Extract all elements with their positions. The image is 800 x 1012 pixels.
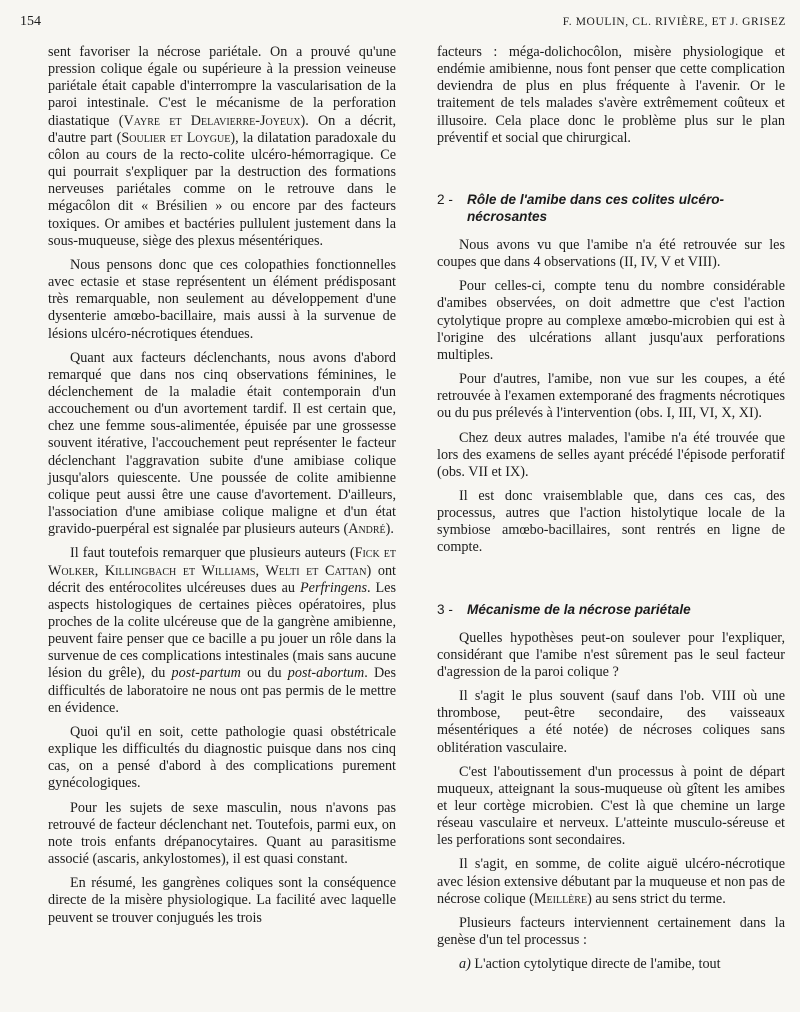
paragraph: En résumé, les gangrènes coliques sont la conséquence directe de la misère physiologique. La facilité avec laquelle peuvent se trouver conjugués les trois: [48, 875, 396, 926]
running-head: F. MOULIN, CL. RIVIÈRE, ET J. GRISEZ: [562, 16, 786, 28]
citation: Fick et Wolker, Killingbach et Williams, Welti et Cattan: [48, 545, 396, 579]
paragraph: Quelles hypothèses peut-on soulever pour l'expliquer, considérant que l'amibe n'est sûrement pas le seul facteur d'agression de la paroi colique ?: [437, 629, 785, 680]
section-number: 2 -: [437, 191, 453, 207]
citation: Meillère: [533, 890, 588, 907]
paragraph: Pour celles-ci, compte tenu du nombre considérable d'amibes observées, on doit admettre que c'est l'action cytolytique propre au complexe amœbo-microbien qui est à l'origine des ulcérations allant jusqu'aux perforations multiples.: [437, 278, 785, 363]
paragraph: Nous pensons donc que ces colopathies fonctionnelles avec ectasie et stase représentent un élément prédisposant très remarquable, non seulement au développement d'une dysenterie amœbo-bacillaire, mais aussi à la survenue de lésions ulcéro-nécrotiques étendues.: [48, 256, 396, 342]
page-number: 154: [20, 14, 41, 29]
paragraph: Il s'agit le plus souvent (sauf dans l'ob. VIII où une thrombose, peut-être secondaire, des vaisseaux mésentériques a été notée) de nécroses coliques sans oblitération vasculaire.: [437, 688, 785, 756]
paragraph: Pour d'autres, l'amibe, non vue sur les coupes, a été retrouvée à l'examen extemporané des fragments nécrotiques ou du pus prélevés à l'intervention (obs. I, III, VI, X, XI).: [437, 371, 785, 422]
section-title: Rôle de l'amibe dans ces colites ulcéro-nécrosantes: [467, 191, 725, 224]
paragraph: Quoi qu'il en soit, cette pathologie quasi obstétricale explique les difficultés du diagnostic puisque dans nos cinq cas, on a pensé d'abord à des complications purement gynécologiques.: [48, 723, 396, 792]
section-heading-2: [437, 191, 785, 225]
paragraph: Pour les sujets de sexe masculin, nous n'avons pas retrouvé de facteur déclenchant net. Toutefois, parmi eux, on note trois enfants drépanocytaires. Quant au parasitisme associé (ascaris, ankylostomes), il est quasi constant.: [48, 799, 396, 868]
section-heading-3: [437, 601, 785, 618]
right-column: [437, 44, 785, 980]
paragraph: C'est l'aboutissement d'un processus à point de départ muqueux, atteignant la sous-muqueuse où gîtent les amibes et leur cortège microbien. C'est là que chemine un large réseau vasculaire et nerveux. L'atteinte musculo-séreuse et les perforations sont secondaires.: [437, 763, 785, 849]
paragraph: Chez deux autres malades, l'amibe n'a été trouvée que lors des examens de selles ayant précédé l'épisode perforatif (obs. VII et IX).: [437, 429, 785, 480]
paragraph: Il est donc vraisemblable que, dans ces cas, des processus, autres que l'action histolytique locale de la symbiose amœbo-bacillaires, sont rentrés en ligne de compte.: [437, 487, 785, 556]
paragraph: Plusieurs facteurs interviennent certainement dans la genèse d'un tel processus :: [437, 914, 785, 949]
paragraph: Quant aux facteurs déclenchants, nous avons d'abord remarqué que dans nos cinq observations féminines, le déclenchement de la maladie était contemporain d'un accouchement ou d'un avortement tardif. Il est certain que, chez une femme sous-alimentée, épuisée par une grossesse souvent itérative, l'accouchement peut représenter le facteur déclenchant l'aggravation subite d'une amibiase colique jusqu'alors quiescente. Une poussée de colite amibienne colique peut aussi être une cause d'avortement. D'ailleurs, l'association d'une amibiase colique maligne et d'un état gravido-puerpéral est signalée par plusieurs auteurs (André).: [48, 349, 396, 538]
section-title: Mécanisme de la nécrose pariétale: [467, 601, 691, 617]
citation: Soulier et Loygue: [121, 129, 231, 146]
left-column: [48, 44, 396, 934]
citation: Vayre et Delavierre-Joyeux: [123, 112, 301, 129]
paragraph: a) L'action cytolytique directe de l'amibe, tout: [459, 956, 721, 973]
paragraph: sent favoriser la nécrose pariétale. On a prouvé qu'une pression colique égale ou supérieure à la pression veineuse pariétale était capable d'interrompre la vascularisation de la paroi intestinale. C'est le mécanisme de la perforation diastatique (Vayre et Delavierre-Joyeux). On a décrit, d'autre part (Soulier et Loygue), la dilatation paradoxale du côlon au cours de la recto-colite ulcéro-hémorragique. Ce qui pourrait s'expliquer par la destruction des formations nerveuses pariétales comme on le retrouve dans le mégacôlon dit « Brésilien » ou encore par des facteurs toxiques. Or amibes et bactéries pullulent justement dans la sous-muqueuse, siège des plexus mésentériques.: [48, 44, 397, 249]
citation: André: [348, 521, 386, 538]
paragraph: facteurs : méga-dolichocôlon, misère physiologique et endémie amibienne, nous font penser que cette complication deviendra de plus en plus fréquente à l'avenir. Or le traitement de tels malades s'avère extrêmement coûteux et illusoire. Cela place donc le problème plus sur le plan préventif et social que chirurgical.: [437, 44, 785, 146]
paragraph: Il faut toutefois remarquer que plusieurs auteurs (Fick et Wolker, Killingbach et Williams, Welti et Cattan) ont décrit des entérocolites ulcéreuses dues au Perfringens. Les aspects histologiques de certaines pièces opératoires, plus proches de la colite ulcéreuse que de la gangrène amibienne, peuvent faire penser que ce bacille a pu jouer un rôle dans la survenue de ces complications intestinales (mais sans aucune lésion du grêle), du post-partum ou du post-abortum. Des difficultés de laboratoire ne nous ont pas permis de le mettre en évidence.: [48, 545, 397, 716]
section-number: 3 -: [437, 601, 453, 617]
list-label: a): [459, 956, 471, 973]
paragraph: Nous avons vu que l'amibe n'a été retrouvée sur les coupes que dans 4 observations (II, IV, V et VIII).: [437, 236, 785, 271]
paragraph: Il s'agit, en somme, de colite aiguë ulcéro-nécrotique avec lésion extensive débutant par la muqueuse et non pas de nécrose colique (Meillère) au sens strict du terme.: [437, 856, 785, 907]
